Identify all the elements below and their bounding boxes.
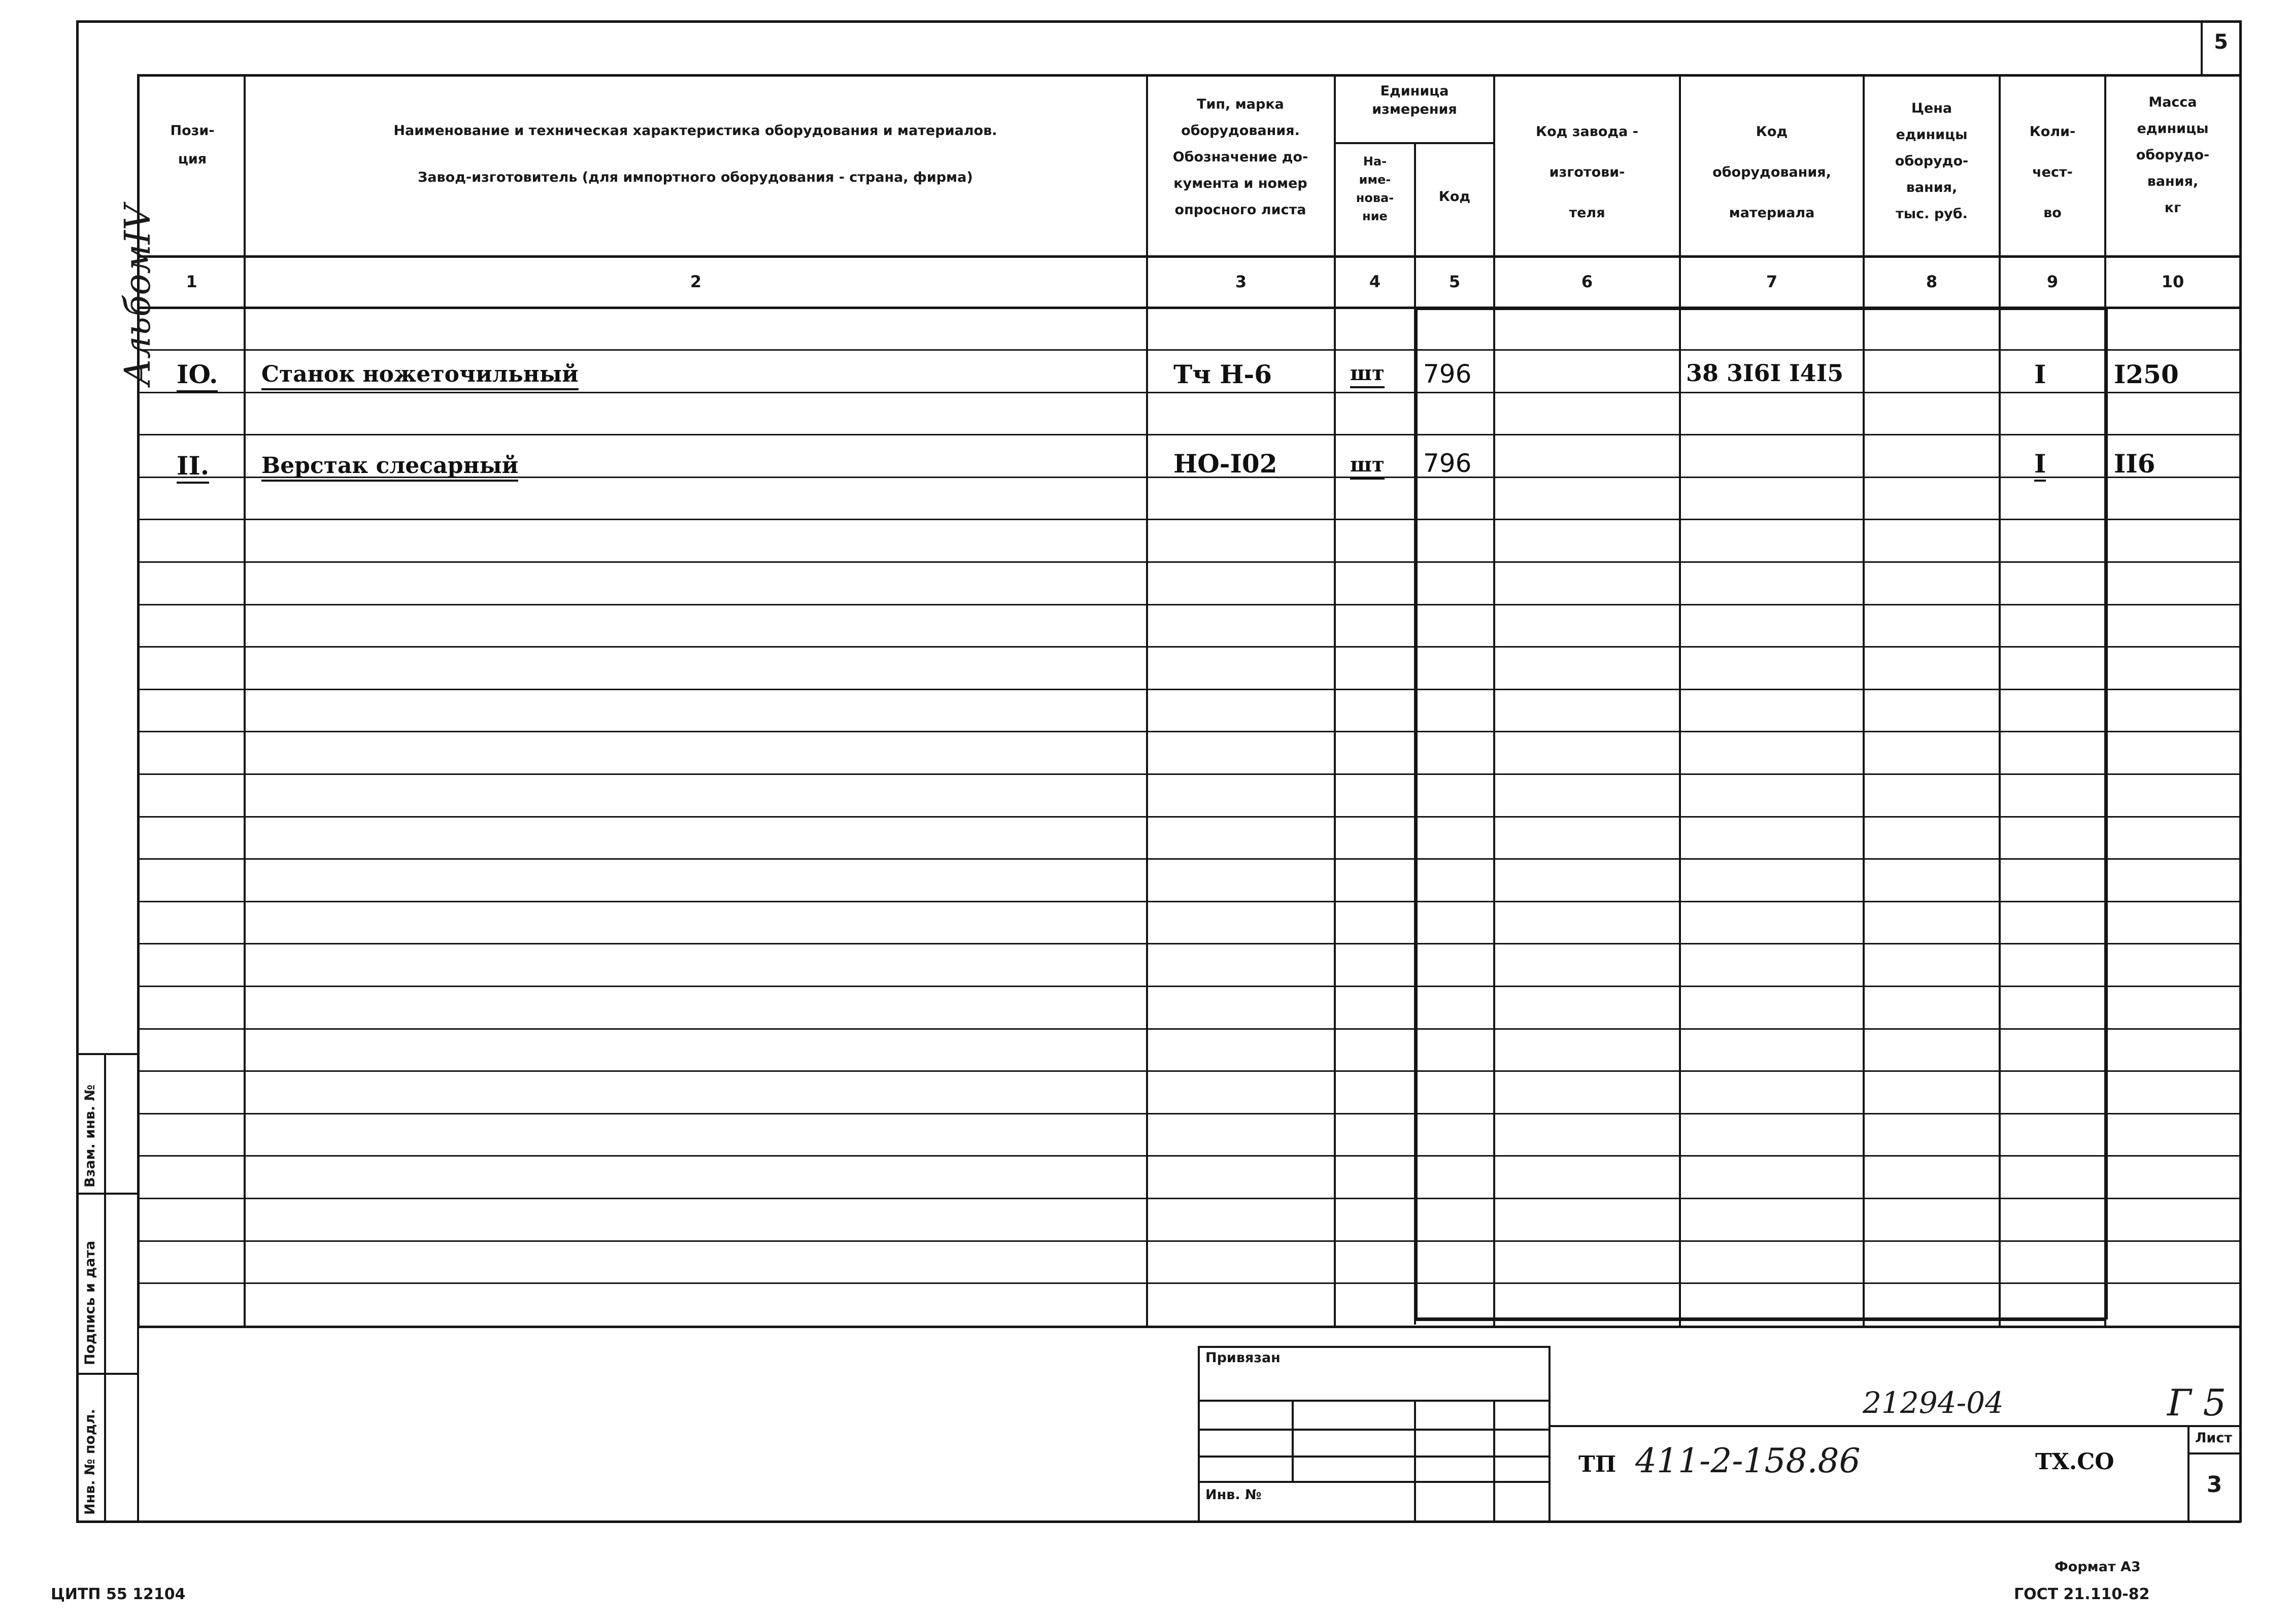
row-1-unit-code: 796 [1423, 359, 1472, 389]
block-right [2104, 307, 2108, 1319]
footer-gost: ГОСТ 21.110-82 [2014, 1585, 2150, 1603]
body-row-line [137, 1240, 2241, 1242]
side-stamp-inv-original: Инв. № подл. [82, 1409, 98, 1515]
body-row-line [137, 816, 2241, 818]
body-row-line [137, 434, 2241, 435]
col-number-2: 2 [690, 272, 702, 291]
row-2-quantity: I [2034, 449, 2046, 482]
header-unit-name: На- име- нова- ние [1356, 154, 1394, 223]
block-top [1414, 307, 2106, 310]
body-row-line [137, 689, 2241, 690]
row-2-position: II. [177, 451, 209, 484]
col-number-8: 8 [1926, 272, 1938, 291]
row-1-type: Тч Н-6 [1173, 359, 1272, 389]
header-manufacturer-code: Код завода - изготови- теля [1536, 124, 1638, 221]
footer-format: Формат А3 [2055, 1559, 2141, 1575]
col-sep-5 [1493, 74, 1495, 1326]
body-row-line [137, 561, 2241, 563]
row-2-unit-code: 796 [1423, 449, 1472, 478]
body-row-line [137, 901, 2241, 902]
row-1-mass: I250 [2114, 359, 2179, 389]
table-bottom [137, 1326, 2241, 1328]
body-row-line [137, 519, 2241, 520]
row-1-unit: шт [1350, 361, 1385, 388]
body-row-line [137, 349, 2241, 351]
body-row-line [137, 604, 2241, 605]
header-quantity: Коли- чест- во [2029, 124, 2076, 221]
header-position: Пози- ция [170, 123, 215, 167]
handwritten-number: 21294-04 [1863, 1385, 2004, 1420]
body-row-line [137, 1155, 2241, 1157]
body-row-line [137, 1113, 2241, 1114]
col-number-3: 3 [1235, 272, 1247, 291]
row-2-type: НО-I02 [1173, 449, 1277, 479]
body-row-line [137, 1282, 2241, 1284]
side-stamp-left [76, 1053, 78, 1522]
title-block-top [1548, 1425, 2241, 1427]
body-row-line [137, 943, 2241, 944]
album-label: АльбомIV [117, 205, 158, 386]
col-number-1: 1 [186, 272, 197, 291]
stamp-attached-right [1548, 1346, 1551, 1522]
row-1-position: IO. [177, 359, 218, 392]
header-unit-code: Код [1438, 189, 1471, 205]
col-number-5: 5 [1449, 272, 1461, 291]
doc-prefix: ТП [1578, 1451, 1617, 1477]
row-2-mass: II6 [2114, 449, 2156, 479]
stamp-attached-left [1198, 1346, 1200, 1522]
doc-suffix: ТХ.СО [2035, 1449, 2114, 1475]
stamp-attached-vsep3 [1493, 1400, 1495, 1522]
col-number-6: 6 [1581, 272, 1593, 291]
stamp-attached-vsep2 [1414, 1400, 1416, 1522]
header-name-line1: Наименование и техническая характеристика оборудования и материалов. [393, 123, 997, 139]
sheet-cell-sep [2187, 1452, 2241, 1454]
body-row-line [137, 986, 2241, 987]
stamp-attached-line2 [1198, 1429, 1551, 1431]
header-equipment-code: Код оборудования, материала [1712, 124, 1831, 221]
header-price: Цена единицы оборудо- вания, тыс. руб. [1895, 100, 1969, 222]
col-number-4: 4 [1369, 272, 1381, 291]
side-stamp-sep1 [76, 1193, 139, 1195]
side-stamp-inv-replace: Взам. инв. № [82, 1084, 98, 1188]
row-1-quantity: I [2034, 359, 2046, 389]
side-stamp-sign-date: Подпись и дата [82, 1240, 98, 1365]
side-stamp-mid [104, 1053, 106, 1522]
unit-subheader-line [1334, 142, 1495, 144]
body-row-line [137, 646, 2241, 648]
body-row-line [137, 392, 2241, 393]
stamp-attached-vsep1 [1292, 1400, 1294, 1481]
side-stamp-top [76, 1053, 139, 1055]
header-name-line2: Завод-изготовитель (для импортного оборудования - страна, фирма) [418, 170, 973, 185]
col-sep-6 [1679, 74, 1681, 1326]
body-row-line [137, 731, 2241, 732]
table-header-bottom [137, 255, 2241, 258]
stamp-attached-line1 [1198, 1400, 1551, 1402]
col-sep-8 [1999, 74, 2001, 1326]
table-top [137, 74, 2241, 77]
row-1-equipment-code: 38 3I6I I4I5 [1686, 359, 1844, 387]
row-1-name: Станок ножеточильный [261, 361, 579, 390]
col-number-7: 7 [1766, 272, 1778, 291]
frame-bottom-border [76, 1520, 2241, 1523]
stamp-inv-no-label: Инв. № [1205, 1487, 1262, 1503]
side-stamp-right [137, 1053, 139, 1522]
handwritten-sheet: Г 5 [2167, 1381, 2227, 1424]
col-sep-1 [244, 74, 246, 1326]
header-unit-group: Единица измерения [1372, 83, 1457, 117]
stamp-attached-line3 [1198, 1456, 1551, 1458]
footer-print: ЦИТП 55 12104 [51, 1585, 186, 1603]
sheet-label: Лист [2195, 1430, 2232, 1446]
block-left [1414, 307, 1418, 1319]
block-bottom [1414, 1317, 2106, 1321]
col-number-10: 10 [2161, 272, 2184, 291]
doc-code: 411-2-158.86 [1635, 1441, 1861, 1480]
col-number-9: 9 [2046, 272, 2059, 291]
body-row-line [137, 1028, 2241, 1030]
stamp-attached-line4 [1198, 1481, 1551, 1483]
frame-top-border [76, 20, 2241, 23]
side-stamp-sep2 [76, 1373, 139, 1375]
row-2-name: Верстак слесарный [261, 453, 518, 482]
col-sep-3 [1334, 74, 1336, 1326]
stamp-attached-label: Привязан [1205, 1350, 1281, 1366]
col-sep-2 [1146, 74, 1148, 1326]
body-row-line [137, 1070, 2241, 1072]
stamp-attached-top [1198, 1346, 1551, 1348]
row-2-unit: шт [1350, 453, 1385, 480]
header-mass: Масса единицы оборудо- вания, кг [2136, 94, 2210, 216]
sheet-value: 3 [2206, 1472, 2222, 1498]
col-sep-7 [1863, 74, 1865, 1326]
header-type: Тип, марка оборудования. Обозначение до- кумента и номер опросного листа [1172, 96, 1308, 218]
body-row-line [137, 1198, 2241, 1199]
body-row-line [137, 858, 2241, 860]
body-row-line [137, 773, 2241, 775]
table-right [2239, 74, 2242, 1328]
sheet-number: 5 [2214, 30, 2228, 54]
